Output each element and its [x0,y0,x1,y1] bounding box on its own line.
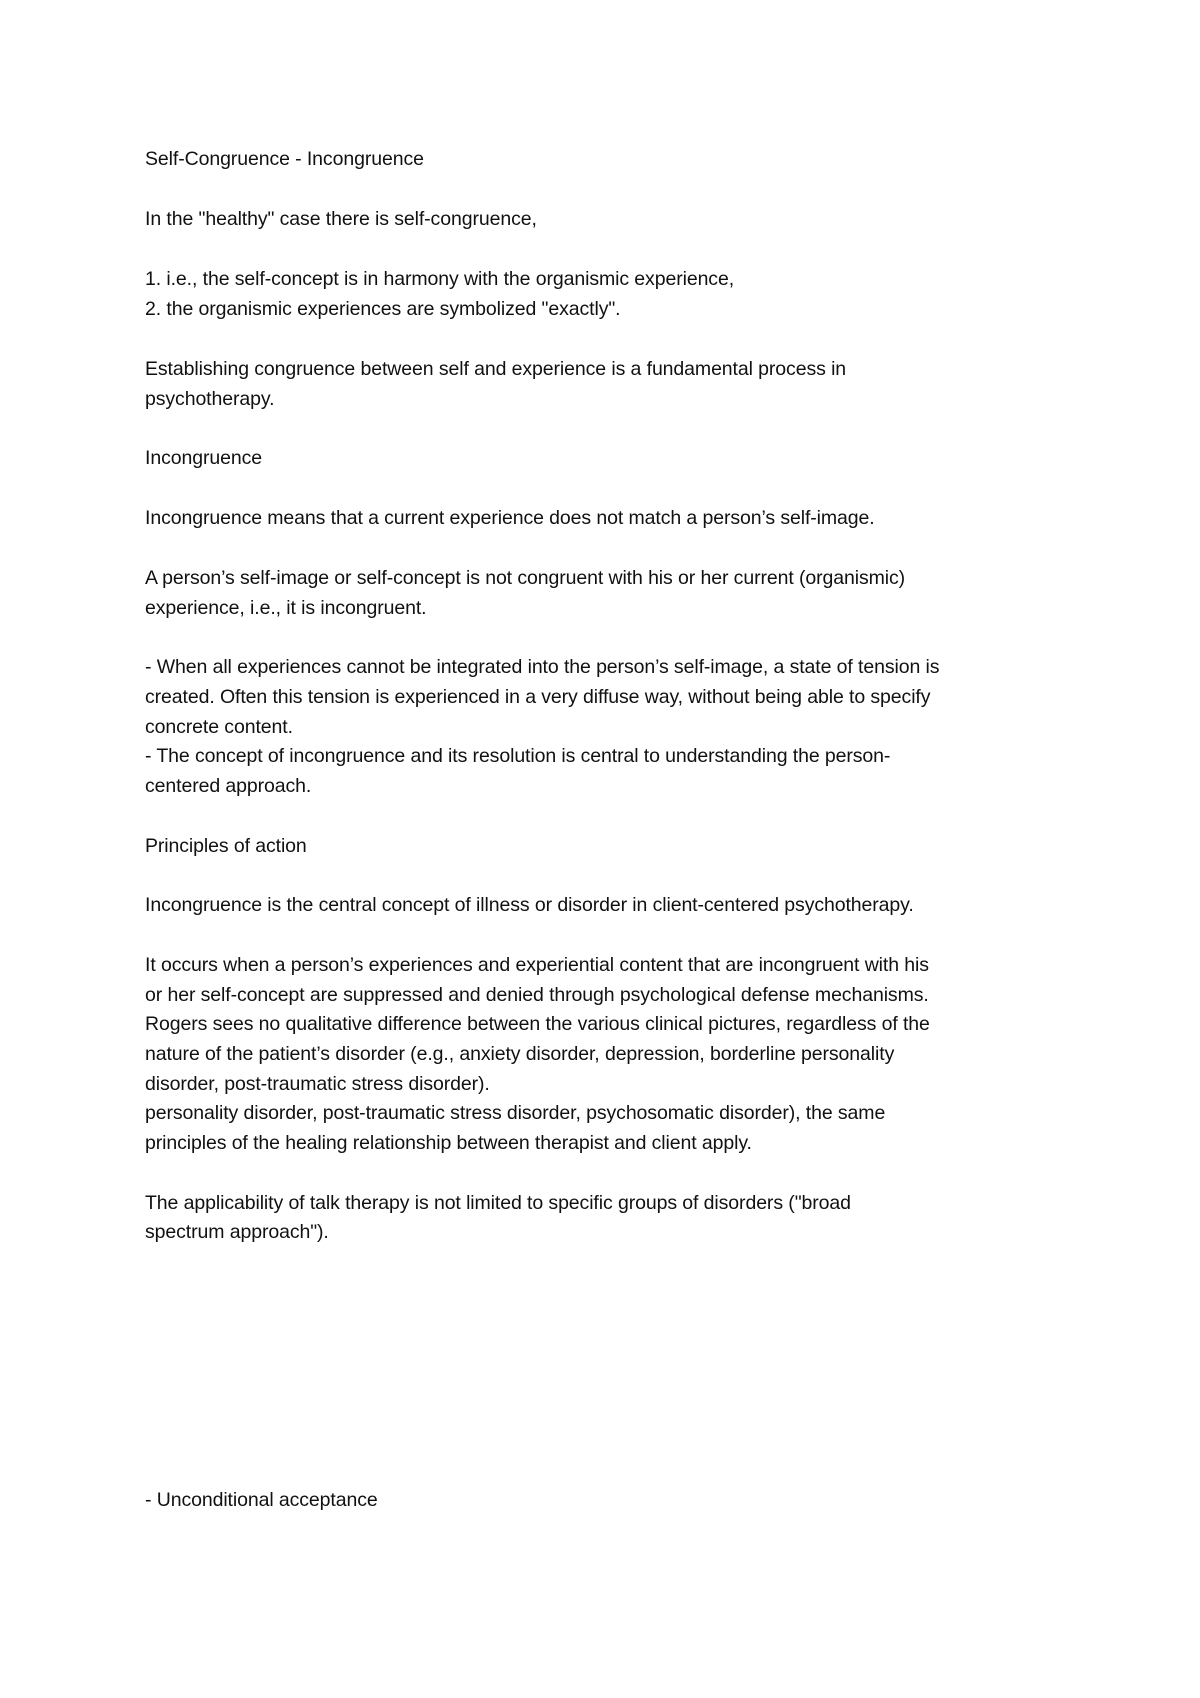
self-image-line-1: A person’s self-image or self-concept is not congruent with his or her current (organismic) [145,567,906,589]
applicability-line-1: The applicability of talk therapy is not limited to specific groups of disorders ("broad [145,1192,851,1214]
occurs-line-5: disorder, post-traumatic stress disorder). [145,1073,490,1095]
bullet-line-2: created. Often this tension is experienced in a very diffuse way, without being able to specify [145,686,931,708]
final-item: - Unconditional acceptance [145,1489,378,1511]
principles-statement: Incongruence is the central concept of illness or disorder in client-centered psychotherapy. [145,894,914,916]
bullet-line-3: concrete content. [145,716,293,738]
bullet-line-1: - When all experiences cannot be integrated into the person’s self-image, a state of tension is [145,656,940,678]
occurs-line-6: personality disorder, post-traumatic stress disorder, psychosomatic disorder), the same [145,1102,886,1124]
principles-heading: Principles of action [145,835,307,857]
list-item-2: 2. the organismic experiences are symbolized "exactly". [145,298,621,320]
bullet-line-4: - The concept of incongruence and its resolution is central to understanding the person- [145,745,891,767]
occurs-line-7: principles of the healing relationship between therapist and client apply. [145,1132,752,1154]
bullet-line-5: centered approach. [145,775,312,797]
occurs-line-3: Rogers sees no qualitative difference between the various clinical pictures, regardless of the [145,1013,930,1035]
applicability-line-2: spectrum approach"). [145,1221,329,1243]
occurs-line-4: nature of the patient’s disorder (e.g., anxiety disorder, depression, borderline personality [145,1043,895,1065]
establishing-line-2: psychotherapy. [145,388,275,410]
establishing-line-1: Establishing congruence between self and experience is a fundamental process in [145,358,847,380]
intro-line: In the "healthy" case there is self-congruence, [145,208,537,230]
incongruence-definition: Incongruence means that a current experience does not match a person’s self-image. [145,507,875,529]
occurs-line-1: It occurs when a person’s experiences and experiential content that are incongruent with his [145,954,929,976]
list-item-1: 1. i.e., the self-concept is in harmony with the organismic experience, [145,268,735,290]
occurs-line-2: or her self-concept are suppressed and denied through psychological defense mechanisms. [145,984,929,1006]
incongruence-heading: Incongruence [145,447,262,469]
self-image-line-2: experience, i.e., it is incongruent. [145,597,427,619]
document-title: Self-Congruence - Incongruence [145,148,424,170]
